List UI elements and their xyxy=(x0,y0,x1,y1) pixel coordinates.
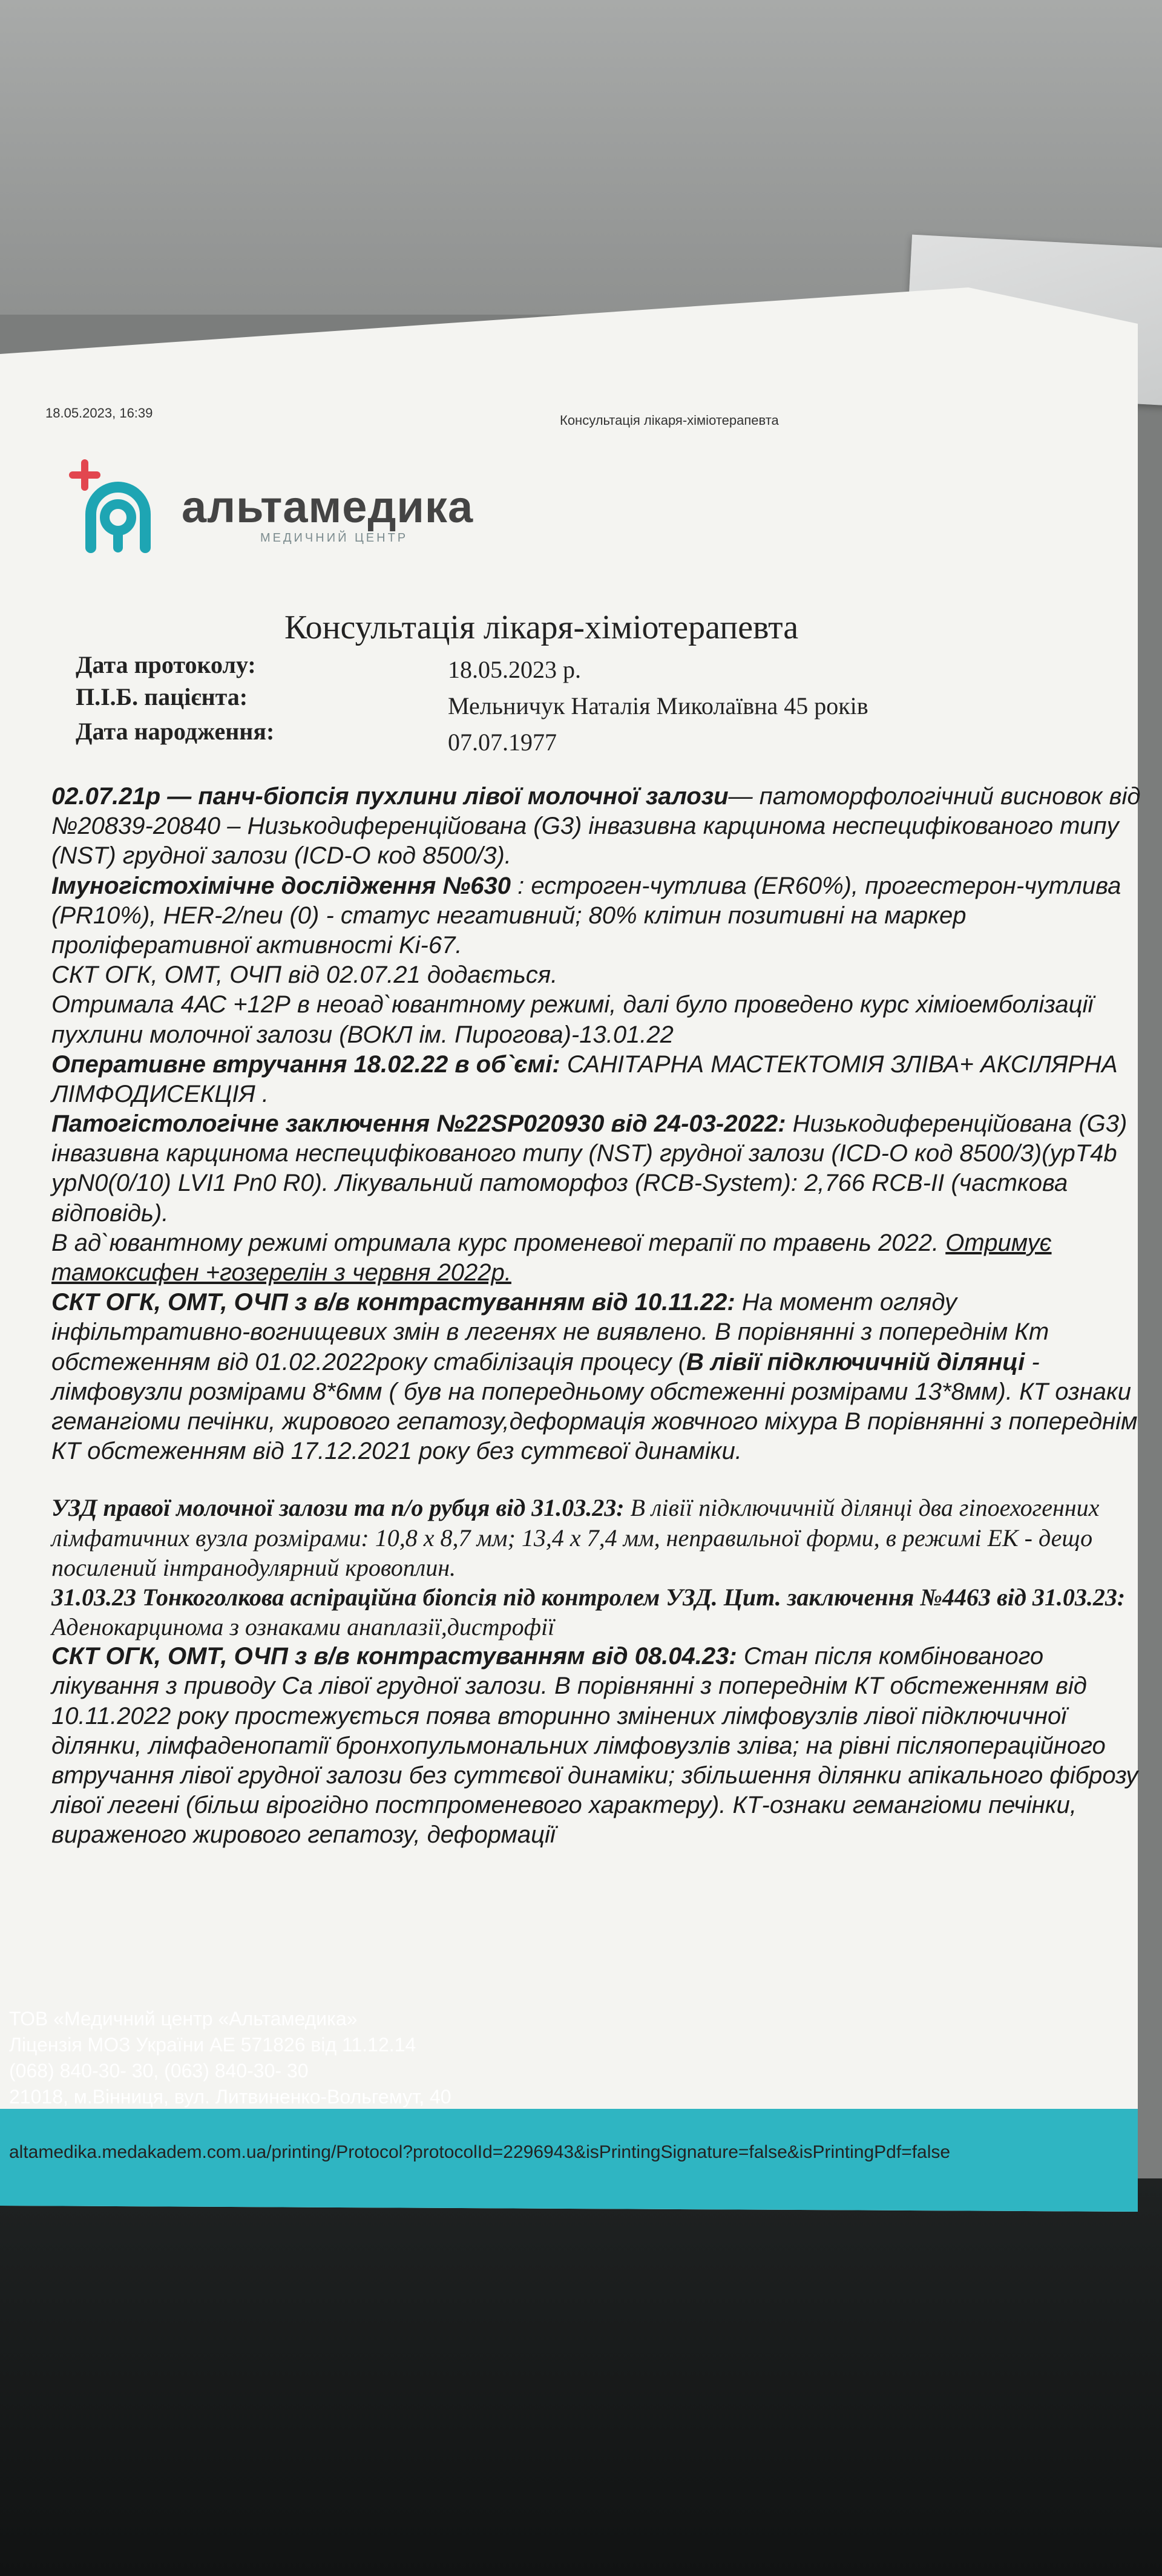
footer-info xyxy=(9,2006,451,2110)
footer-address: 21018, м.Вінниця, вул. Литвиненко-Вольгемут, 40 xyxy=(9,2085,451,2108)
ct-2023-heading: СКТ ОГК, ОМТ, ОЧП з в/в контрастуванням від 08.04.23: xyxy=(51,1643,737,1670)
paragraph-chemo: Отримала 4АС +12Р в неоад`ювантному режимі, далі було проведено курс хіміоемболізації пухлини молочної залози (ВОКЛ ім. Пирогова)-13.01.22 xyxy=(51,991,1094,1048)
paragraph-ct-2022 xyxy=(51,1288,1141,1466)
print-url: altamedika.medakadem.com.ua/printing/Protocol?protocolId=2296943&isPrintingSignature=false&isPrintingPdf=false xyxy=(9,2142,951,2162)
field-value-birth-date: 07.07.1977 xyxy=(448,729,557,756)
ct-2023-text: Стан після комбінованого лікування з приводу Са лівої грудної залози. В порівнянні з попереднім КТ обстеженням від 10.11.2022 року простежується поява вторинно змінених лімфовузлів лівої підключичної ділянки, лімфаденопатії бронхопульмональних лімфовузлів зліва; на рівні післяопераційного втручання лівої грудної залози без суттєвої динаміки; збільшення ділянки апікального фіброзу лівої легені (більш вірогідно постпроменевого характеру). КТ-ознаки гемангіоми печінки, вираженого жирового гепатозу, деформації xyxy=(51,1643,1138,1849)
field-label-birth-date: Дата народження: xyxy=(76,718,275,745)
ihc-text: : естроген-чутлива (ER60%), прогестерон-чутлива (PR10%), HER-2/neu (0) - статус негативний; 80% клітин позитивні на маркер проліферативної активності Ki-67. xyxy=(51,872,1121,959)
cytology-heading: 31.03.23 Тонкоголкова аспіраційна біопсія під контролем УЗД. Цит. заключення №4463 від 31.03.23: xyxy=(51,1583,1126,1611)
field-label-protocol-date: Дата протоколу: xyxy=(76,651,256,678)
paragraph-radiotherapy xyxy=(51,1228,1141,1288)
print-doc-label: Консультація лікаря-хіміотерапевта xyxy=(560,413,779,428)
radiotherapy-text: В ад`ювантному режимі отримала курс променевої терапії по травень 2022. xyxy=(51,1229,946,1256)
field-value-protocol-date: 18.05.2023 р. xyxy=(448,656,581,683)
field-value-patient-name: Мельничук Наталія Миколаївна 45 років xyxy=(448,692,868,719)
clinic-logo xyxy=(67,445,648,554)
surgery-heading: Оперативне втручання 18.02.22 в об`ємі: xyxy=(51,1050,560,1078)
paragraph-ihc xyxy=(51,871,1141,961)
cytology-text: Аденокарцинома з ознаками анаплазії,дистрофії xyxy=(51,1613,555,1641)
footer-phones: (068) 840-30- 30, (063) 840-30- 30 xyxy=(9,2059,309,2082)
consultation-body xyxy=(51,782,1141,1850)
ct-2022-heading: СКТ ОГК, ОМТ, ОЧП з в/в контрастуванням від 10.11.22: xyxy=(51,1289,735,1316)
paragraph-ultrasound xyxy=(51,1493,1141,1582)
hormone-therapy-text: Отримує тамоксифен +гозерелін з червня 2022р. xyxy=(51,1229,1052,1286)
logo-subtitle: МЕДИЧНИЙ ЦЕНТР xyxy=(260,531,409,545)
paragraph-surgery xyxy=(51,1050,1141,1109)
paragraph-cytology xyxy=(51,1582,1141,1642)
ultrasound-text: В лівії підключичній ділянці два гіпоехогенних лімфатичних вузла розмірами: 10,8 х 8,7 мм; 13,4 х 7,4 мм, неправильної форми, в режимі ЕК - дещо посилений інтранодулярний кровоплин. xyxy=(51,1494,1100,1581)
ihc-heading: Імуногістохімічне дослідження №630 xyxy=(51,872,511,899)
ct-2022-bold: В лівії підключичній ділянці xyxy=(686,1348,1025,1375)
altamedika-logo-icon xyxy=(67,457,163,554)
ultrasound-heading: УЗД правої молочної залози та п/о рубця від 31.03.23: xyxy=(51,1494,625,1522)
biopsy-heading: 02.07.21р — панч-біопсія пухлини лівої молочної залози xyxy=(51,783,729,810)
footer-company: ТОВ «Медичний центр «Альтамедика» xyxy=(9,2008,358,2030)
paragraph-ct-2023 xyxy=(51,1642,1141,1850)
paragraph-ct-2021: СКТ ОГК, ОМТ, ОЧП від 02.07.21 додається. xyxy=(51,962,558,989)
surgery-text: САНІТАРНА МАСТЕКТОМІЯ ЗЛІВА+ АКСІЛЯРНА ЛІМФОДИСЕКЦІЯ . xyxy=(51,1050,1118,1107)
paragraph-biopsy xyxy=(51,782,1141,871)
logo-name: альтамедика xyxy=(182,482,474,532)
field-label-patient-name: П.І.Б. пацієнта: xyxy=(76,683,248,710)
histology-text: Низькодиференційована (G3) інвазивна карцинома неспецифікованого типу (NST) грудної залози (ICD-O код 8500/3)(ypT4b ypN0(0/10) LVI1 Pn0 R0). Лікувальний патоморфоз (RCB-System): 2,766 RCB-II (часткова відповідь). xyxy=(51,1110,1128,1227)
paragraph-histology xyxy=(51,1109,1141,1228)
ct-2022-text-2: - лімфовузли розмірами 8*6мм ( був на попередньому обстеженні розмірами 13*8мм). КТ ознаки гемангіоми печінки, жирового гепатозу,деформація жовчного міхура В порівнянні з попереднім КТ обстеженням від 17.12.2021 року без суттєвої динаміки. xyxy=(51,1348,1138,1465)
biopsy-text: — патоморфологічний висновок від №20839-20840 – Низькодиференційована (G3) інвазивна карцинома неспецифікованого типу (NST) грудної залози (ICD-O код 8500/3). xyxy=(51,783,1141,870)
histology-heading: Патогістологічне заключення №22SP020930 від 24-03-2022: xyxy=(51,1110,786,1138)
page-title: Консультація лікаря-хіміотерапевта xyxy=(284,609,799,646)
ct-2022-text-1: На момент огляду інфільтративно-вогнищевих змін в легенях не виявлено. В порівнянні з попереднім Кт обстеженням від 01.02.2022року стабілізація процесу ( xyxy=(51,1289,1049,1375)
footer-license: Ліцензія МОЗ України АЕ 571826 від 11.12.14 xyxy=(9,2033,416,2056)
print-timestamp: 18.05.2023, 16:39 xyxy=(45,405,153,421)
